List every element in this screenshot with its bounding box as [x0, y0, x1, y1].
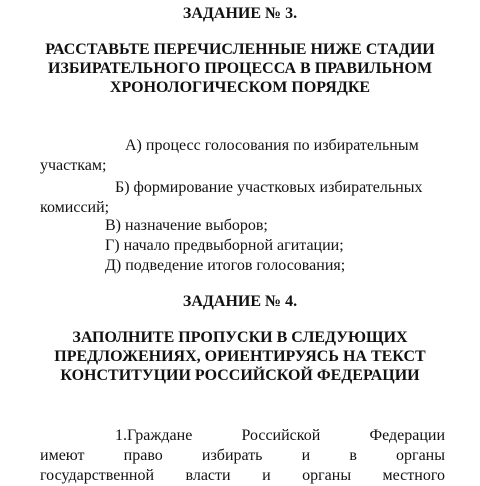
task3-instruction: РАССТАВЬТЕ ПЕРЕЧИСЛЕННЫЕ НИЖЕ СТАДИИ ИЗБИРАТЕЛЬНОГО ПРОЦЕССА В ПРАВИЛЬНОМ ХРОНОЛОГИЧЕСКОМ ПОРЯДКЕ — [45, 41, 435, 96]
task3-item-d: Д) подведение итогов голосования; — [105, 257, 346, 274]
task3-item-a: А) процесс голосования по избирательным участкам; — [40, 137, 419, 174]
task3-title: ЗАДАНИЕ № 3. — [182, 5, 298, 22]
task3-item-g: Г) начало предвыборной агитации; — [105, 237, 344, 254]
task4-sentence1-line2: имеют право избирать и в органы — [40, 447, 445, 464]
task3-item-v: В) назначение выборов; — [105, 217, 268, 234]
task4-sentence1-line3: государственной власти и органы местного — [40, 467, 445, 484]
task4-instruction: ЗАПОЛНИТЕ ПРОПУСКИ В СЛЕДУЮЩИХ ПРЕДЛОЖЕНИЯХ, ОРИЕНТИРУЯСЬ НА ТЕКСТ КОНСТИТУЦИИ РОССИЙСКОЙ ФЕДЕРАЦИИ — [54, 329, 426, 384]
task3-item-b: Б) формирование участковых избирательных комиссий; — [40, 179, 423, 216]
task4-title: ЗАДАНИЕ № 4. — [182, 293, 298, 310]
task4-sentence1-line1: 1.Граждане Российской Федерации — [115, 427, 445, 444]
